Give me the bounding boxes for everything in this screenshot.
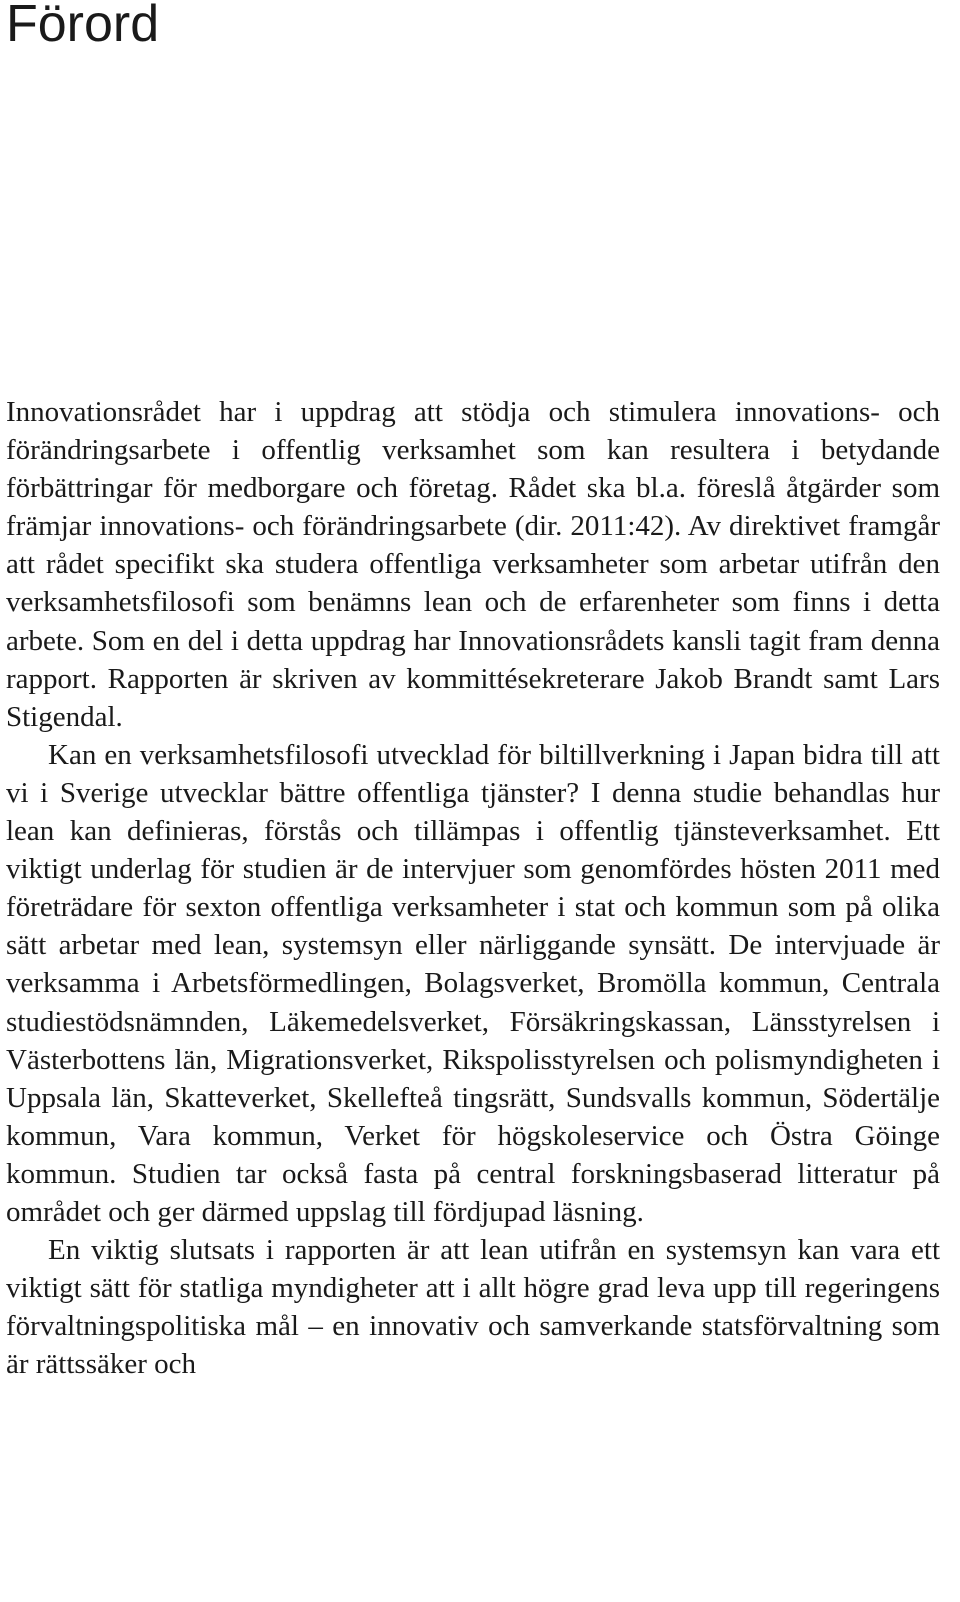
paragraph-study: Kan en verksamhetsfilosofi utvecklad för biltillverkning i Japan bidra till att vi i Sverige utvecklar bättre offentliga tjänster? I denna studie behandlas hur lean kan definieras, förstås och tillämpas i offentlig tjänsteverksamhet. Ett viktigt underlag för studien är de intervjuer som genomfördes hösten 2011 med företrädare för sexton offentliga verksamheter i stat och kommun som på olika sätt arbetar med lean, systemsyn eller närliggande synsätt. De intervjuade är verksamma i Arbetsförmedlingen, Bolagsverket, Bromölla kommun, Centrala studiestödsnämnden, Läkemedelsverket, Försäkringskassan, Länsstyrelsen i Västerbottens län, Migrationsverket, Rikspolisstyrelsen och polismyndigheten i Uppsala län, Skatteverket, Skellefteå tingsrätt, Sundsvalls kommun, Södertälje kommun, Vara kommun, Verket för högskoleservice och Östra Göinge kommun. Studien tar också fasta på central forskningsbaserad litteratur på området och ger därmed uppslag till fördjupad läsning. <box>6 738 940 1228</box>
paragraph-conclusion: En viktig slutsats i rapporten är att lean utifrån en systemsyn kan vara ett viktigt sätt för statliga myndigheter att i allt högre grad leva upp till regeringens förvaltningspolitiska mål – en innovativ och samverkande statsförvaltning som är rättssäker och <box>6 1234 940 1381</box>
page-title: Förord <box>6 0 160 53</box>
body-text <box>6 393 940 1383</box>
paragraph-intro: Innovationsrådet har i uppdrag att stödja och stimulera innovations- och förändringsarbete i offentlig verksamhet som kan resultera i betydande förbättringar för medborgare och företag. Rådet ska bl.a. föreslå åtgärder som främjar innovations- och förändringsarbete (dir. 2011:42). Av direktivet framgår att rådet specifikt ska studera offentliga verksamheter som arbetar utifrån den verksamhetsfilosofi som benämns lean och de erfarenheter som finns i detta arbete. Som en del i detta uppdrag har Innovationsrådets kansli tagit fram denna rapport. Rapporten är skriven av kommittésekreterare Jakob Brandt samt Lars Stigendal. <box>6 396 940 733</box>
